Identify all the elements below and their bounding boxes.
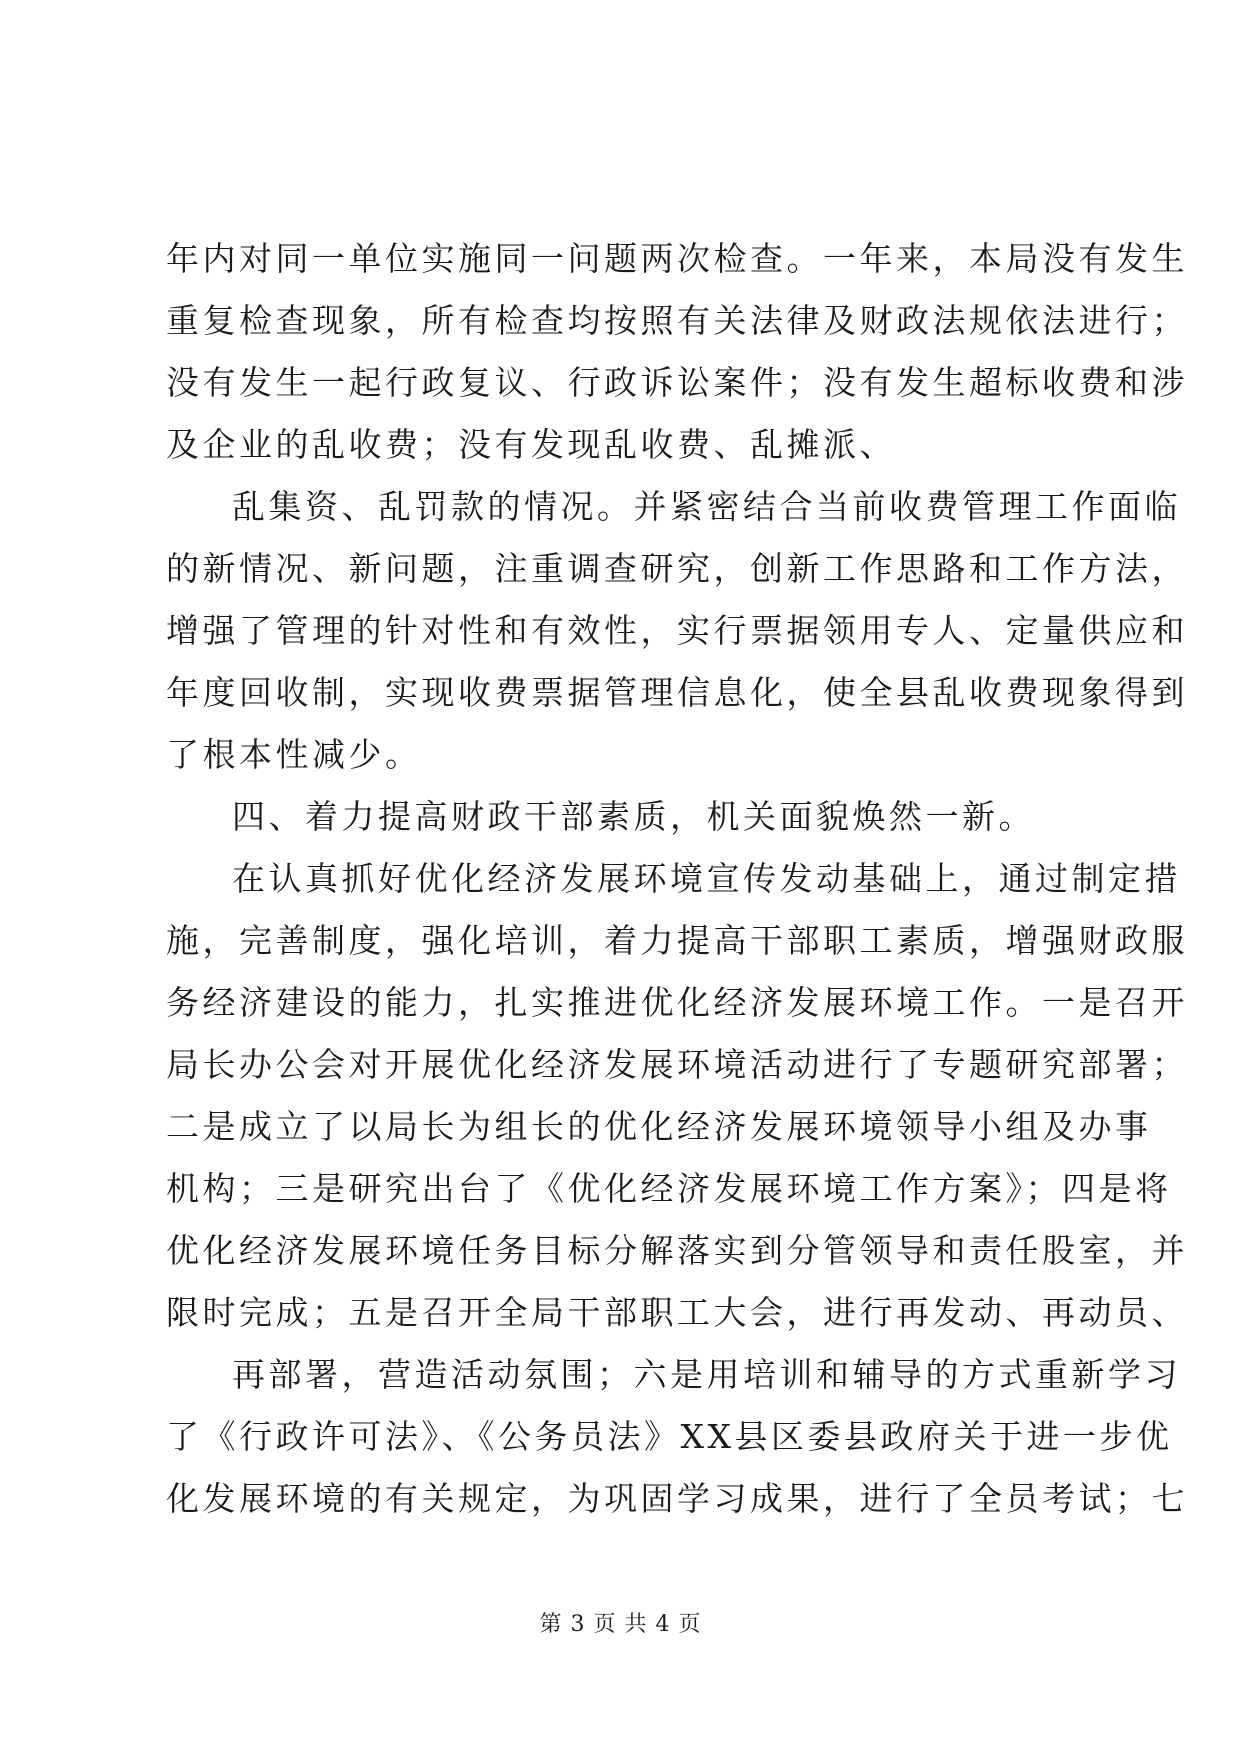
- text-line: 在认真抓好优化经济发展环境宣传发动基础上，通过制定措: [232, 859, 1181, 898]
- text-line: 了根本性减少。: [166, 735, 422, 774]
- text-line: 务经济建设的能力，扎实推进优化经济发展环境工作。一是召开: [166, 983, 1188, 1022]
- text-line: 了《行政许可法》、《公务员法》XX县区委县政府关于进一步优: [166, 1417, 1173, 1456]
- text-line: 施，完善制度，强化培训，着力提高干部职工素质，增强财政服: [166, 921, 1188, 960]
- text-line: 的新情况、新问题，注重调查研究，创新工作思路和工作方法，: [166, 549, 1188, 588]
- section-heading: 四、着力提高财政干部素质，机关面貌焕然一新。: [232, 797, 1035, 836]
- text-line: 局长办公会对开展优化经济发展环境活动进行了专题研究部署；: [166, 1045, 1188, 1084]
- text-line: 限时完成；五是召开全局干部职工大会，进行再发动、再动员、: [166, 1293, 1188, 1332]
- text-line: 增强了管理的针对性和有效性，实行票据领用专人、定量供应和: [166, 611, 1188, 650]
- text-line: 二是成立了以局长为组长的优化经济发展环境领导小组及办事: [166, 1107, 1152, 1146]
- page-number-footer: 第 3 页 共 4 页: [539, 1612, 702, 1637]
- document-body: [166, 228, 1188, 1530]
- text-line: 及企业的乱收费；没有发现乱收费、乱摊派、: [166, 425, 896, 464]
- text-line: 年内对同一单位实施同一问题两次检查。一年来，本局没有发生: [166, 239, 1188, 278]
- text-line: 再部署，营造活动氛围；六是用培训和辅导的方式重新学习: [232, 1355, 1181, 1394]
- text-line: 化发展环境的有关规定，为巩固学习成果，进行了全员考试；七: [166, 1479, 1188, 1518]
- text-line: 机构；三是研究出台了《优化经济发展环境工作方案》；四是将: [166, 1169, 1172, 1208]
- text-line: 重复检查现象，所有检查均按照有关法律及财政法规依法进行；: [166, 301, 1188, 340]
- text-line: 年度回收制，实现收费票据管理信息化，使全县乱收费现象得到: [166, 673, 1188, 712]
- text-line: 优化经济发展环境任务目标分解落实到分管领导和责任股室，并: [166, 1231, 1188, 1270]
- text-line: 没有发生一起行政复议、行政诉讼案件；没有发生超标收费和涉: [166, 363, 1188, 402]
- text-line: 乱集资、乱罚款的情况。并紧密结合当前收费管理工作面临: [232, 487, 1181, 526]
